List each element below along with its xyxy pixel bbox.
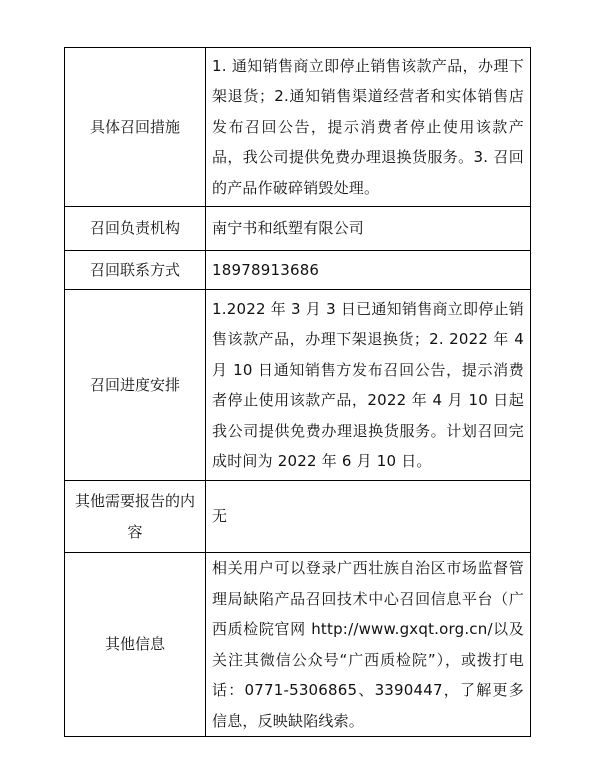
value-recall-measures: 1. 通知销售商立即停止销售该款产品，办理下架退货；2.通知销售渠道经营者和实体销售店发布召回公告，提示消费者停止使用该款产品，我公司提供免费办理退换货服务。3. 召回的产品作破碎销毁处理。	[206, 48, 531, 207]
label-other-info: 其他信息	[65, 553, 206, 737]
label-recall-schedule: 召回进度安排	[65, 290, 206, 481]
value-recall-contact: 18978913686	[206, 251, 531, 290]
row-recall-organization	[65, 207, 531, 251]
row-other-report	[65, 481, 531, 553]
row-recall-schedule	[65, 290, 531, 481]
row-recall-contact	[65, 251, 531, 290]
label-recall-contact: 召回联系方式	[65, 251, 206, 290]
value-recall-organization: 南宁书和纸塑有限公司	[206, 207, 531, 251]
value-recall-schedule: 1.2022 年 3 月 3 日已通知销售商立即停止销售该款产品，办理下架退换货；2. 2022 年 4 月 10 日通知销售方发布召回公告，提示消费者停止使用该款产品，2022 年 4 月 10 日起我公司提供免费办理退换货服务。计划召回完成时间为 2022 年 6 月 10 日。	[206, 290, 531, 481]
value-other-report: 无	[206, 481, 531, 553]
label-recall-measures: 具体召回措施	[65, 48, 206, 207]
row-recall-measures	[65, 48, 531, 207]
value-other-info: 相关用户可以登录广西壮族自治区市场监督管理局缺陷产品召回技术中心召回信息平台（广西质检院官网 http://www.gxqt.org.cn/以及关注其微信公众号“广西质检院”），或拨打电话：0771-5306865、3390447，了解更多信息，反映缺陷线索。	[206, 553, 531, 737]
label-recall-organization: 召回负责机构	[65, 207, 206, 251]
recall-info-table	[64, 47, 531, 737]
label-other-report: 其他需要报告的内容	[65, 481, 206, 553]
row-other-info	[65, 553, 531, 737]
